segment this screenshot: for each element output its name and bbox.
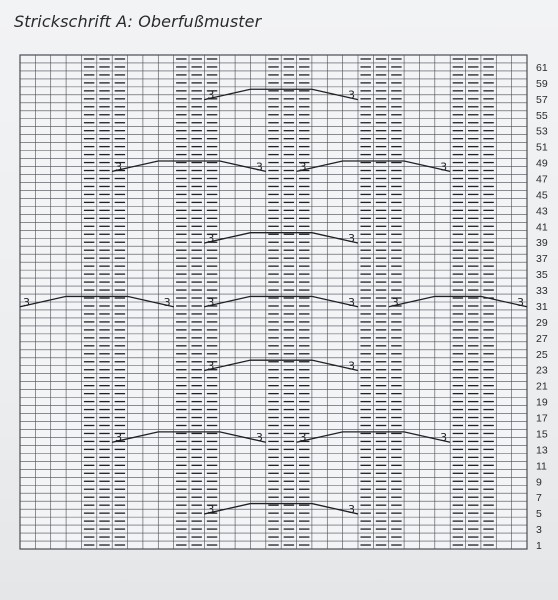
cable-count-left: 3: [207, 359, 215, 373]
row-label: 29: [536, 316, 548, 329]
cable-count-right: 3: [440, 431, 448, 445]
row-labels: [536, 62, 548, 552]
cable-count-left: 3: [207, 295, 215, 309]
row-label: 21: [536, 380, 548, 393]
row-label: 37: [536, 253, 548, 266]
row-label: 55: [536, 109, 548, 122]
cable-count-right: 3: [348, 359, 355, 373]
row-label: 9: [536, 476, 542, 489]
cable-count-left: 3: [299, 160, 307, 174]
row-label: 13: [536, 444, 548, 457]
cable-count-right: 3: [348, 88, 355, 102]
row-label: 23: [536, 364, 548, 377]
cable-count-right: 3: [348, 295, 355, 309]
row-label: 11: [536, 460, 547, 473]
row-label: 57: [536, 93, 548, 106]
row-label: 43: [536, 205, 548, 218]
cable-count-left: 3: [115, 431, 123, 445]
row-label: 59: [536, 77, 548, 90]
row-label: 41: [536, 221, 548, 234]
row-label: 45: [536, 189, 548, 202]
row-label: 31: [536, 300, 548, 313]
cable-count-left: 3: [207, 88, 215, 102]
cable-count-right: 3: [440, 160, 448, 174]
row-label: 51: [536, 141, 548, 154]
row-label: 15: [536, 428, 548, 441]
row-label: 39: [536, 237, 548, 250]
cable-count-right: 3: [348, 232, 355, 246]
cable-count-right: 3: [255, 160, 263, 174]
row-label: 47: [536, 173, 548, 186]
row-label: 7: [536, 492, 542, 505]
row-label: 49: [536, 157, 548, 170]
cable-count-right: 3: [348, 502, 355, 516]
cable-count-left: 3: [391, 295, 399, 309]
cable-count-left: 3: [207, 502, 215, 516]
row-label: 19: [536, 396, 548, 409]
cable-count-left: 3: [299, 431, 307, 445]
row-label: 53: [536, 125, 548, 138]
cable-count-right: 3: [163, 295, 171, 309]
row-label: 17: [536, 412, 548, 425]
row-label: 1: [536, 540, 542, 553]
row-label: 33: [536, 285, 548, 298]
row-label: 61: [536, 61, 548, 74]
cable-count-left: 3: [115, 160, 123, 174]
cable-count-left: 3: [207, 232, 215, 246]
cable-count-right: 3: [517, 295, 524, 309]
cable-count-right: 3: [255, 431, 263, 445]
row-label: 25: [536, 348, 548, 361]
cable-count-left: 3: [23, 295, 30, 309]
chart-title: Strickschrift A: Oberfußmuster: [14, 12, 262, 31]
row-label: 35: [536, 269, 548, 282]
row-label: 3: [536, 524, 542, 537]
row-label: 27: [536, 332, 548, 345]
row-label: 5: [536, 508, 542, 521]
